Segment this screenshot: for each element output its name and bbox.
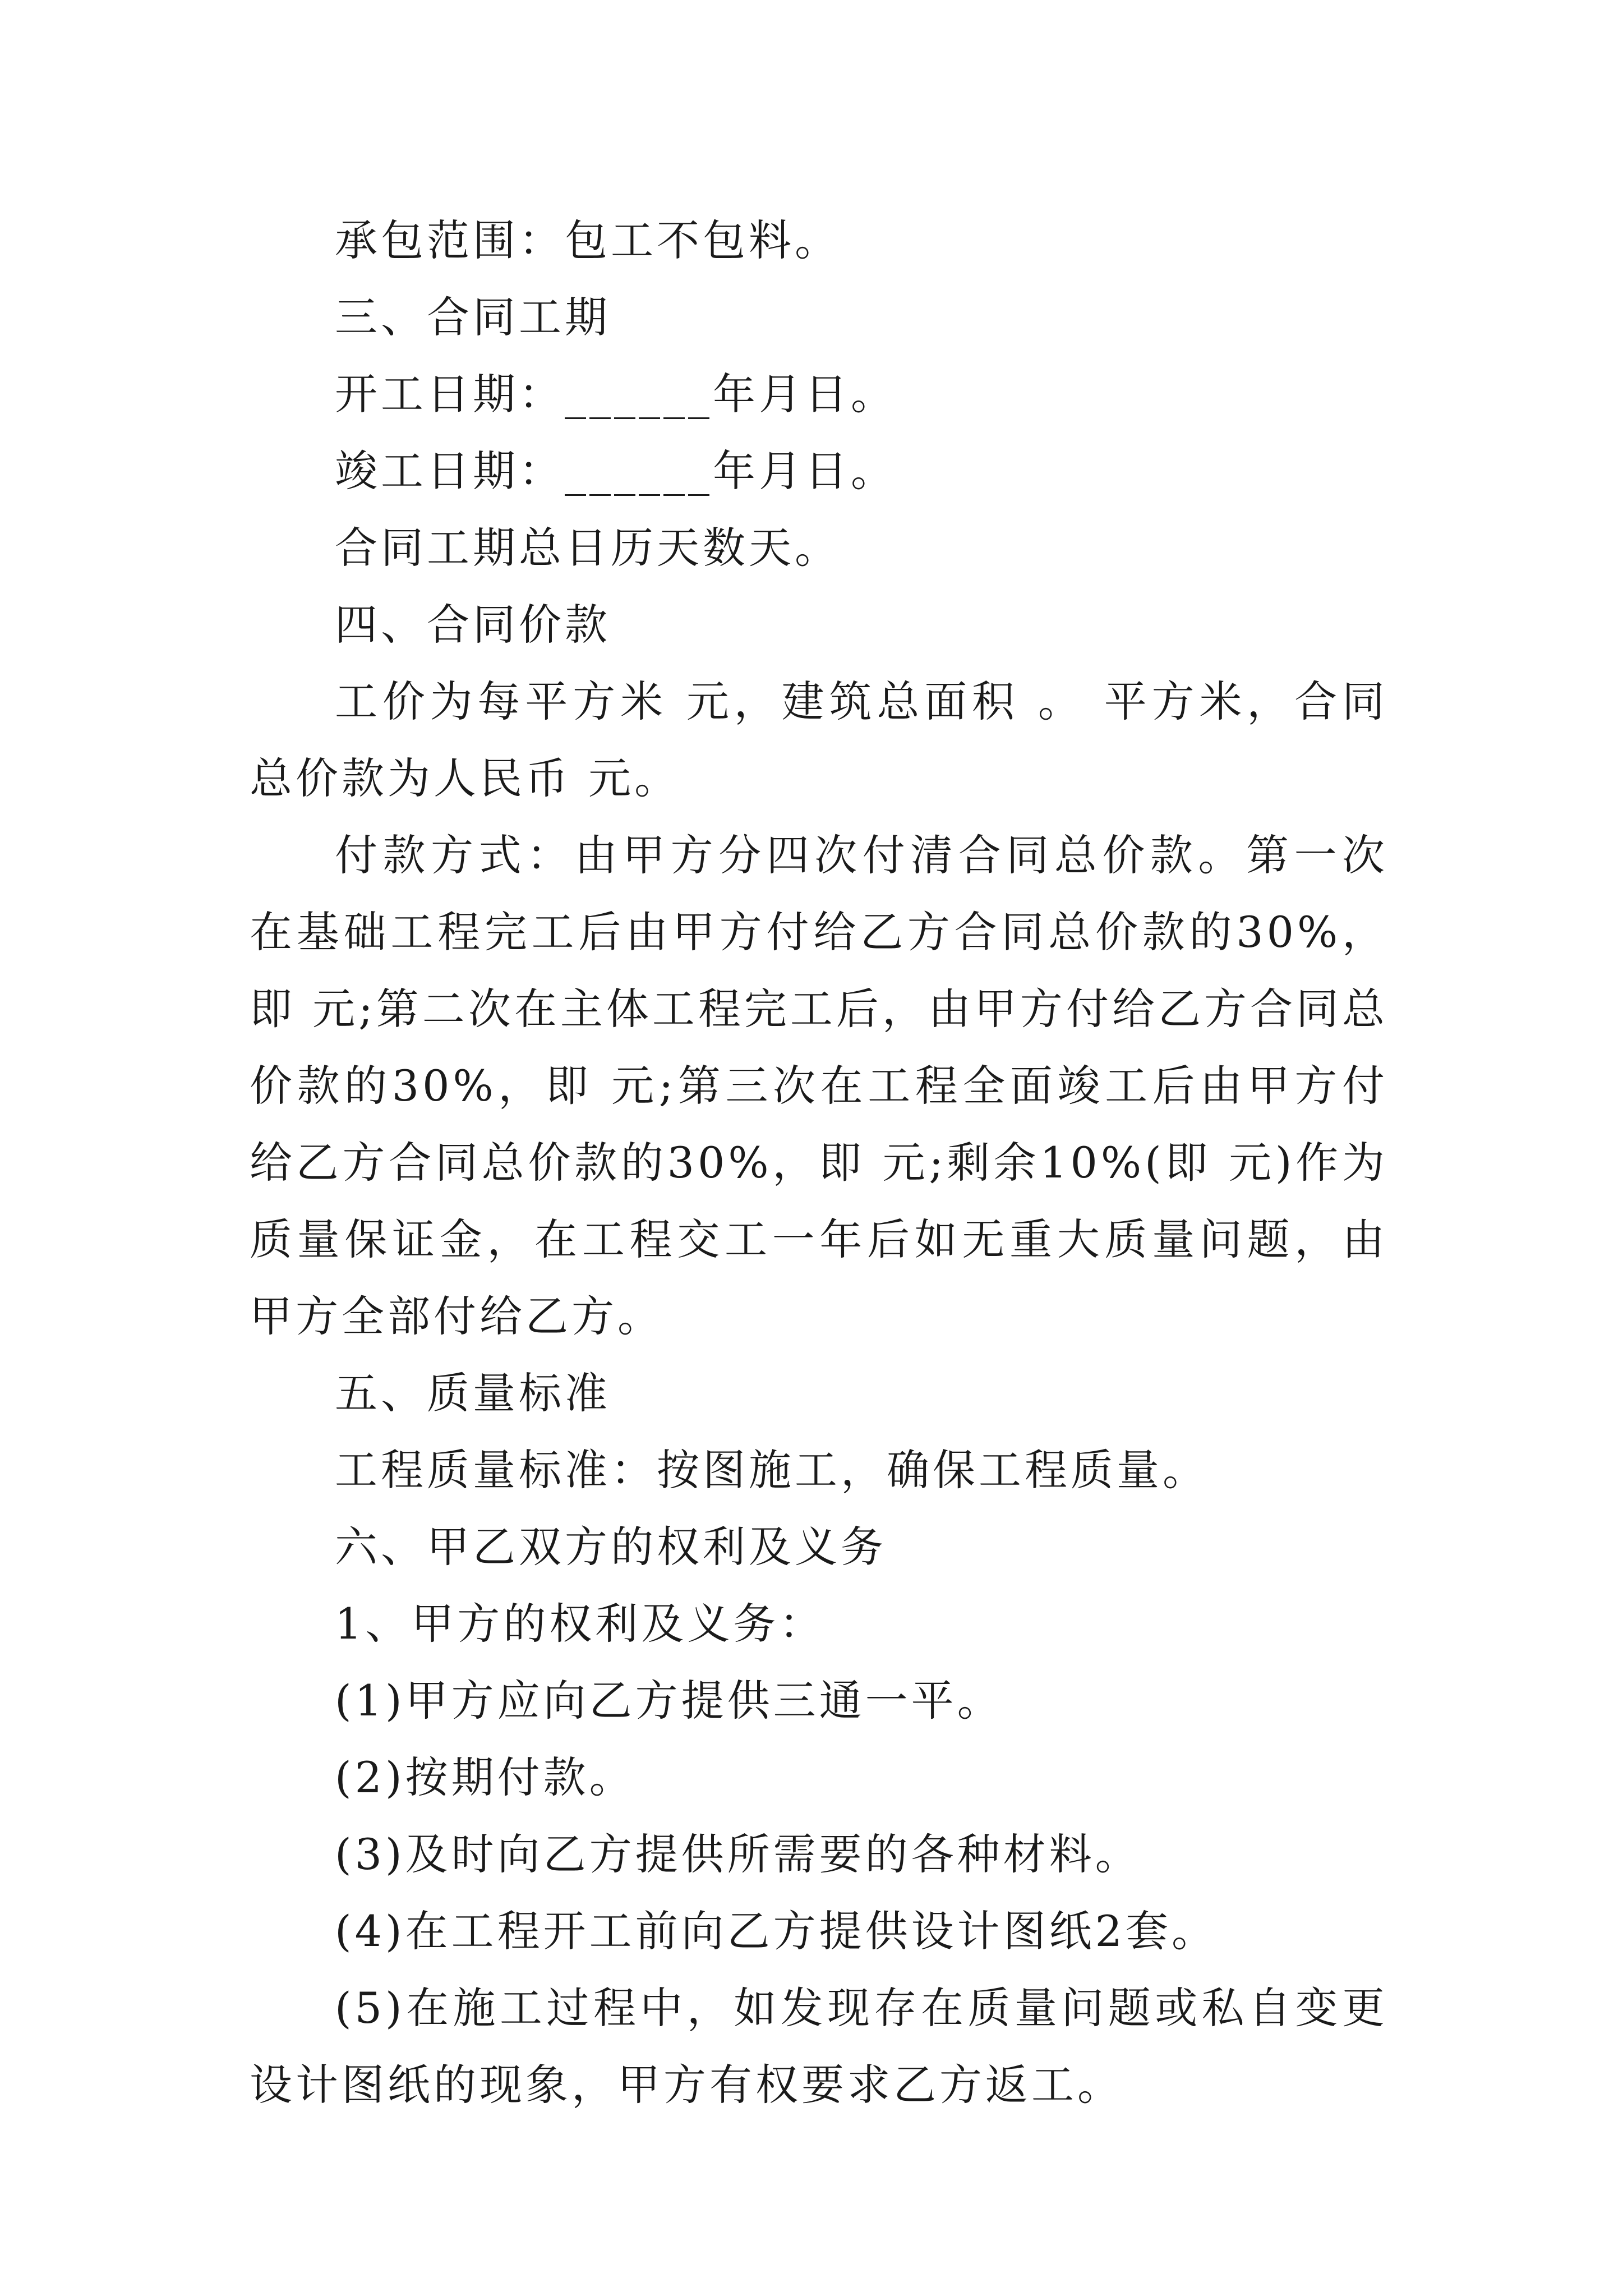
list-item: (2)按期付款。: [335, 1752, 635, 1802]
total-days-paragraph: 合同工期总日历天数天。: [335, 523, 841, 573]
section-heading-4: 四、合同价款: [335, 600, 611, 650]
list-item: (3)及时向乙方提供所需要的各种材料。: [335, 1829, 1141, 1879]
payment-method-paragraph: 付款方式：由甲方分四次付清合同总价款。第一次在基础工程完工后由甲方付给乙方合同总价款的30%，即 元;第二次在主体工程完工后，由甲方付给乙方合同总价款的30%，即 元;第三次在工程全面竣工后由甲方付给乙方合同总价款的30%，即 元;剩余10%(即 元)作为质量保证金，在工程交工一年后如无重大质量问题，由甲方全部付给乙方。: [250, 830, 1388, 1341]
scope-paragraph: 承包范围：包工不包料。: [335, 215, 841, 265]
list-item: (1)甲方应向乙方提供三通一平。: [335, 1676, 1003, 1726]
section-heading-6: 六、甲乙双方的权利及义务: [335, 1522, 887, 1572]
list-item: (4)在工程开工前向乙方提供设计图纸2套。: [335, 1906, 1218, 1956]
start-date-paragraph: 开工日期：______年月日。: [335, 369, 897, 419]
list-item: (5)在施工过程中，如发现存在质量问题或私自变更设计图纸的现象，甲方有权要求乙方返工。: [250, 1983, 1388, 2110]
price-paragraph: 工价为每平方米 元，建筑总面积 。 平方米，合同总价款为人民币 元。: [250, 677, 1388, 803]
party-a-heading: 1、甲方的权利及义务：: [335, 1599, 826, 1649]
section-heading-5: 五、质量标准: [335, 1368, 611, 1418]
section-heading-3: 三、合同工期: [335, 292, 611, 342]
quality-standard-paragraph: 工程质量标准：按图施工，确保工程质量。: [335, 1445, 1209, 1495]
completion-date-paragraph: 竣工日期：______年月日。: [335, 446, 897, 496]
document-body: [250, 202, 1388, 2123]
